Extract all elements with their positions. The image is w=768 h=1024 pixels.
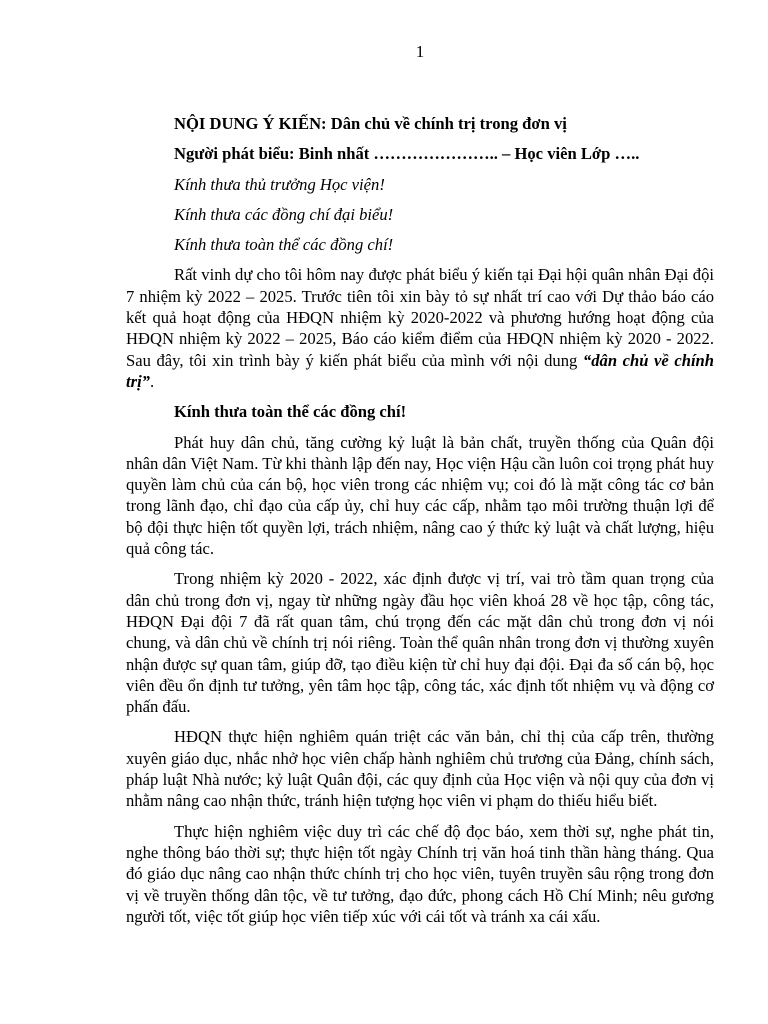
page-number: 1 <box>415 42 425 61</box>
intro-text: Rất vinh dự cho tôi hôm nay được phát biểu ý kiến tại Đại hội quân nhân Đại đội 7 nhiệm kỳ 2022 – 2025. Trước tiên tôi xin bày tỏ sự nhất trí cao với Dự thảo báo cáo kết quả hoạt động của HĐQN nhiệm kỳ 2020-2022 và phương hướng hoạt động của HĐQN nhiệm kỳ 2022 – 2025, Báo cáo kiểm điểm của HĐQN nhiệm kỳ 2020 - 2022. Sau đây, tôi xin trình bày ý kiến phát biểu của mình với nội dung <box>126 265 714 370</box>
greeting-comrades: Kính thưa toàn thể các đồng chí! <box>174 235 394 255</box>
intro-emphasis: “dân chủ về chính trị” <box>126 350 715 391</box>
paragraph-tradition: Phát huy dân chủ, tăng cường kỷ luật là bản chất, truyền thống của Quân đội nhân dân Việt Nam. Từ khi thành lập đến nay, Học viện Hậu cần luôn coi trọng phát huy quyền làm chủ của cán bộ, học viên trong các nhiệm vụ; coi đó là mặt công tác cơ bản trong lãnh đạo, chỉ đạo của cấp ủy, chỉ huy các cấp, nhằm tạo môi trường thuận lợi để bộ đội thực hiện tốt quyền lợi, trách nhiệm, nâng cao ý thức kỷ luật và chất lượng, hiệu quả công tác. <box>126 432 714 559</box>
paragraph-term-2020-2022: Trong nhiệm kỳ 2020 - 2022, xác định được vị trí, vai trò tầm quan trọng của dân chủ trong đơn vị, ngay từ những ngày đầu học viên khoá 28 về học tập, công tác, HĐQN Đại đội 7 đã rất quan tâm, chú trọng đến các mặt dân chủ trong đơn vị nói chung, và dân chủ về chính trị nói riêng. Toàn thể quân nhân trong đơn vị thường xuyên nhận được sự quan tâm, giúp đỡ, tạo điều kiện từ chỉ huy đại đội. Đại đa số cán bộ, học viên đều ổn định tư tưởng, yên tâm học tập, công tác, xác định tốt nhiệm vụ và động cơ phấn đấu. <box>126 569 714 717</box>
topic-heading: NỘI DUNG Ý KIẾN: Dân chủ về chính trị trong đơn vị <box>174 114 567 133</box>
document-body <box>126 113 714 936</box>
paragraph-directives: HĐQN thực hiện nghiêm quán triệt các văn bản, chỉ thị của cấp trên, thường xuyên giáo dục, nhắc nhở học viên chấp hành nghiêm chủ trương của Đảng, chính sách, pháp luật Nhà nước; kỷ luật Quân đội, các quy định của Học viện và nội quy của đơn vị nhằm nâng cao nhận thức, tránh hiện tượng học viên vi phạm do thiếu hiểu biết. <box>126 727 714 811</box>
intro-end: . <box>149 371 155 391</box>
greeting-delegates: Kính thưa các đồng chí đại biểu! <box>174 204 394 224</box>
speaker-line: Người phát biểu: Binh nhất ………………….. – Học viên Lớp ….. <box>174 144 640 164</box>
greeting-leadership: Kính thưa thủ trưởng Học viện! <box>174 174 385 194</box>
address-heading: Kính thưa toàn thể các đồng chí! <box>174 402 407 422</box>
intro-paragraph <box>126 264 714 392</box>
paragraph-news-activities: Thực hiện nghiêm việc duy trì các chế độ đọc báo, xem thời sự, nghe phát tin, nghe thông báo thời sự; thực hiện tốt ngày Chính trị văn hoá tinh thần hàng tháng. Qua đó giáo dục nâng cao nhận thức chính trị cho học viên, tuyên truyền sâu rộng trong đơn vị về truyền thống dân tộc, về tư tưởng, đạo đức, phong cách Hồ Chí Minh; nêu gương người tốt, việc tốt giúp học viên tiếp xúc với cái tốt và tránh xa cái xấu. <box>126 821 714 926</box>
